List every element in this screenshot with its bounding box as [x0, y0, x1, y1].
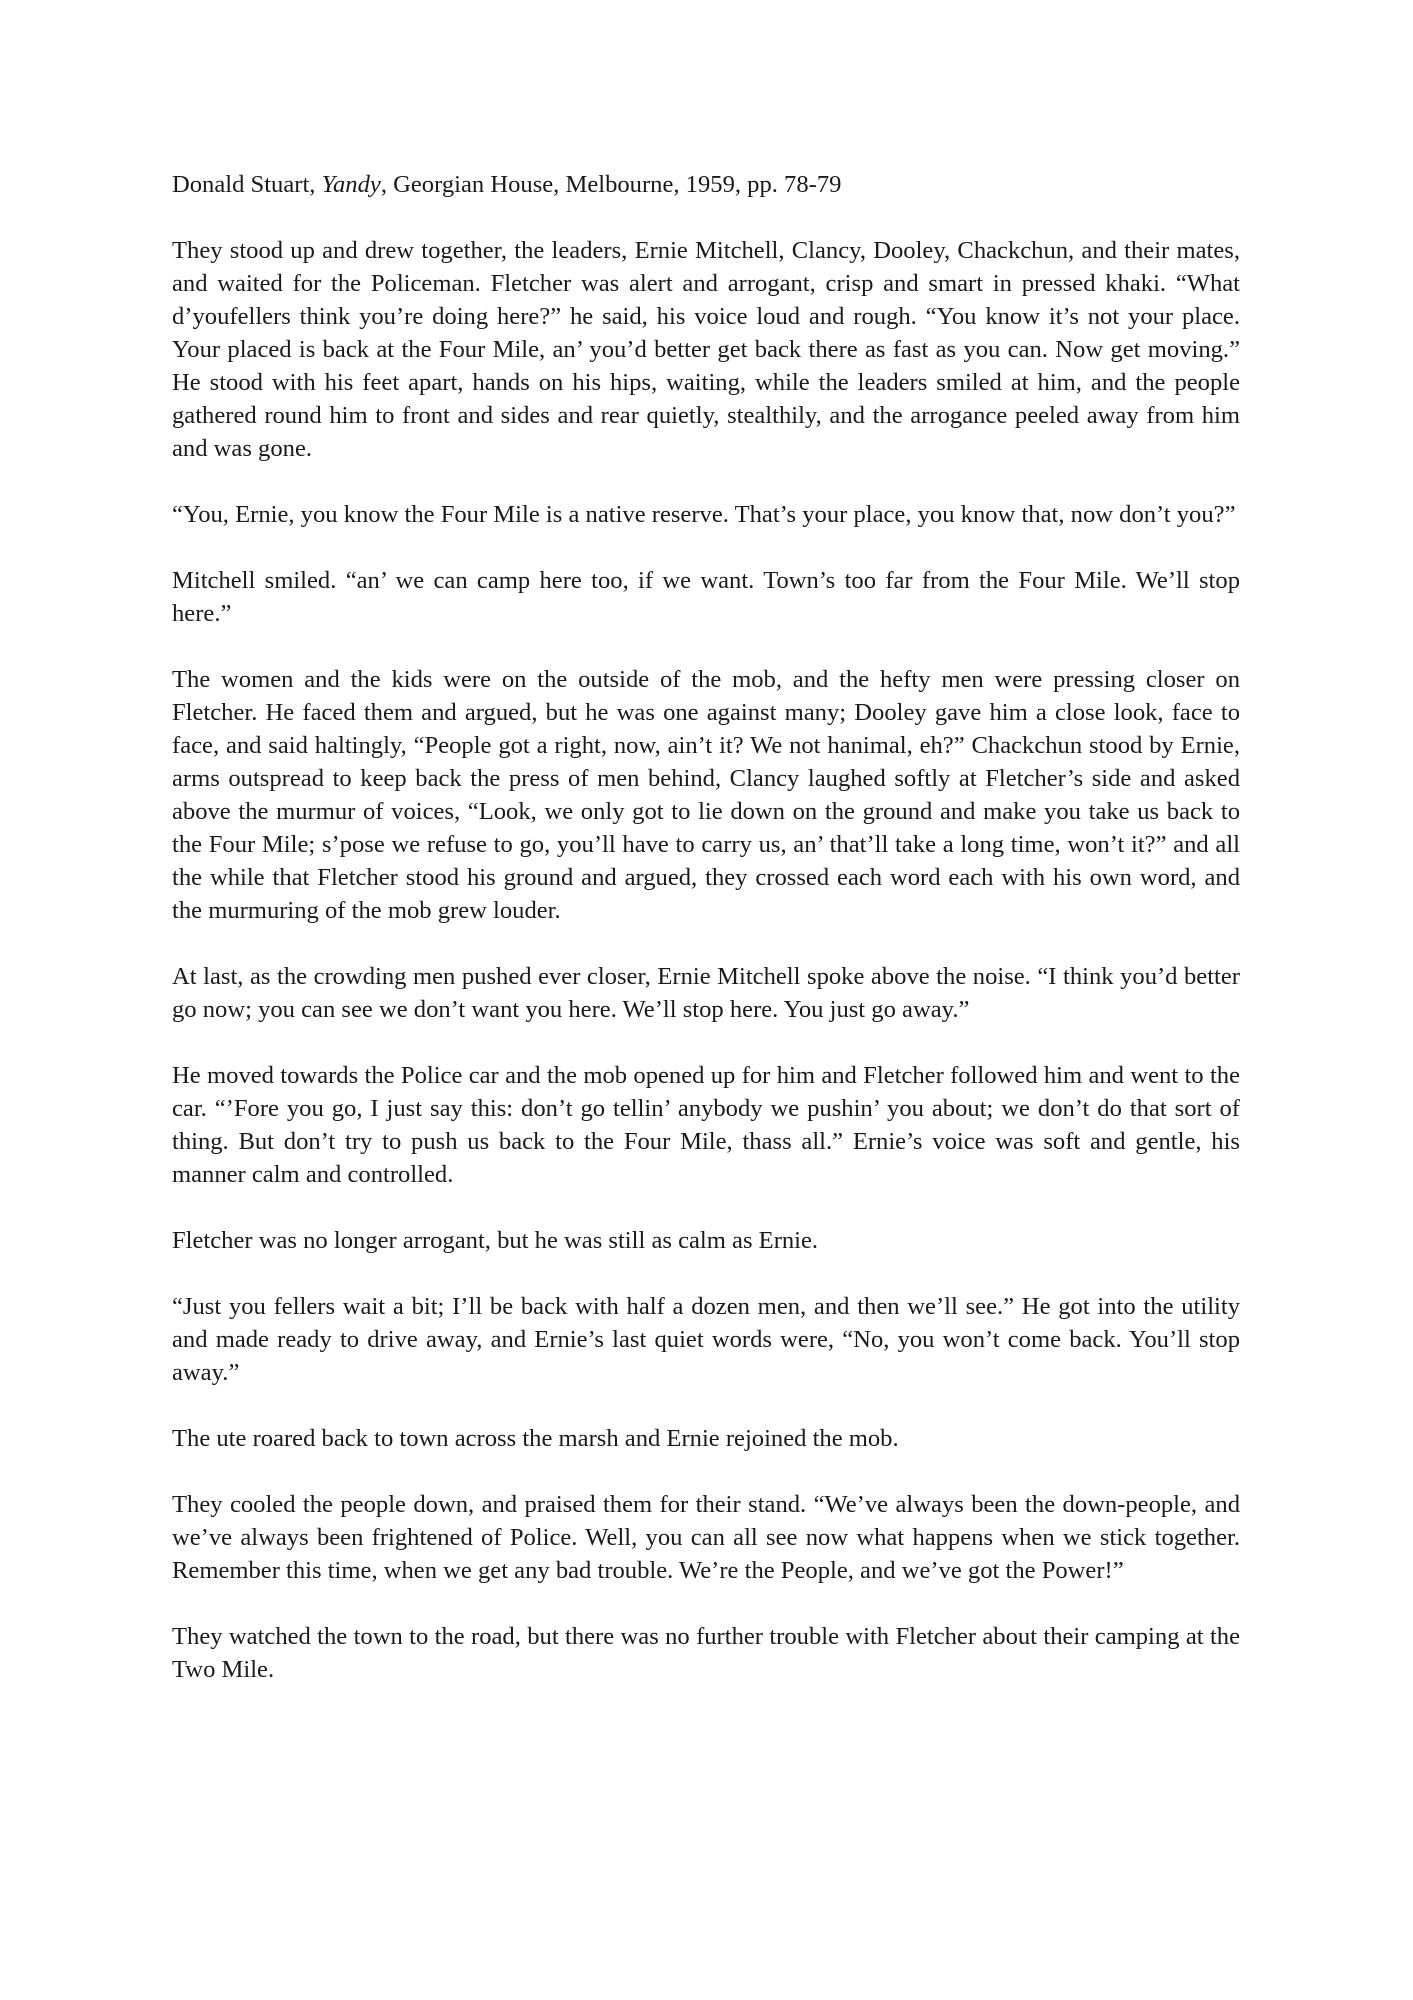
paragraph-5: At last, as the crowding men pushed ever closer, Ernie Mitchell spoke above the noise. “I think you’d better go now; you can see we don’t want you here. We’ll stop here. You just go away.”: [172, 963, 1240, 1023]
document-page: [172, 168, 1240, 1686]
paragraph-2: “You, Ernie, you know the Four Mile is a native reserve. That’s your place, you know that, now don’t you?”: [172, 501, 1236, 528]
citation-title: Yandy: [321, 171, 381, 198]
paragraph-11: They watched the town to the road, but there was no further trouble with Fletcher about their camping at the Two Mile.: [172, 1623, 1240, 1683]
paragraph-9: The ute roared back to town across the marsh and Ernie rejoined the mob.: [172, 1425, 899, 1452]
citation-publication: , Georgian House, Melbourne, 1959, pp. 78-79: [380, 171, 842, 198]
paragraph-1: They stood up and drew together, the leaders, Ernie Mitchell, Clancy, Dooley, Chackchun, and their mates, and waited for the Policeman. Fletcher was alert and arrogant, crisp and smart in pressed khaki. “What d’youfellers think you’re doing here?” he said, his voice loud and rough. “You know it’s not your place. Your placed is back at the Four Mile, an’ you’d better get back there as fast as you can. Now get moving.” He stood with his feet apart, hands on his hips, waiting, while the leaders smiled at him, and the people gathered round him to front and sides and rear quietly, stealthily, and the arrogance peeled away from him and was gone.: [172, 237, 1240, 462]
citation: [172, 168, 1240, 201]
paragraph-10: They cooled the people down, and praised them for their stand. “We’ve always been the down-people, and we’ve always been frightened of Police. Well, you can all see now what happens when we stick together. Remember this time, when we get any bad trouble. We’re the People, and we’ve got the Power!”: [172, 1491, 1240, 1584]
paragraph-4: The women and the kids were on the outside of the mob, and the hefty men were pressing closer on Fletcher. He faced them and argued, but he was one against many; Dooley gave him a close look, face to face, and said haltingly, “People got a right, now, ain’t it? We not hanimal, eh?” Chackchun stood by Ernie, arms outspread to keep back the press of men behind, Clancy laughed softly at Fletcher’s side and asked above the murmur of voices, “Look, we only got to lie down on the ground and make you take us back to the Four Mile; s’pose we refuse to go, you’ll have to carry us, an’ that’ll take a long time, won’t it?” and all the while that Fletcher stood his ground and argued, they crossed each word each with his own word, and the murmuring of the mob grew louder.: [172, 666, 1240, 924]
paragraph-6: He moved towards the Police car and the mob opened up for him and Fletcher followed him and went to the car. “’Fore you go, I just say this: don’t go tellin’ anybody we pushin’ you about; we don’t do that sort of thing. But don’t try to push us back to the Four Mile, thass all.” Ernie’s voice was soft and gentle, his manner calm and controlled.: [172, 1062, 1240, 1188]
paragraph-3: Mitchell smiled. “an’ we can camp here too, if we want. Town’s too far from the Four Mile. We’ll stop here.”: [172, 567, 1240, 627]
citation-author: Donald Stuart,: [172, 171, 322, 198]
paragraph-7: Fletcher was no longer arrogant, but he was still as calm as Ernie.: [172, 1227, 819, 1254]
paragraph-8: “Just you fellers wait a bit; I’ll be back with half a dozen men, and then we’ll see.” He got into the utility and made ready to drive away, and Ernie’s last quiet words were, “No, you won’t come back. You’ll stop away.”: [172, 1293, 1240, 1386]
